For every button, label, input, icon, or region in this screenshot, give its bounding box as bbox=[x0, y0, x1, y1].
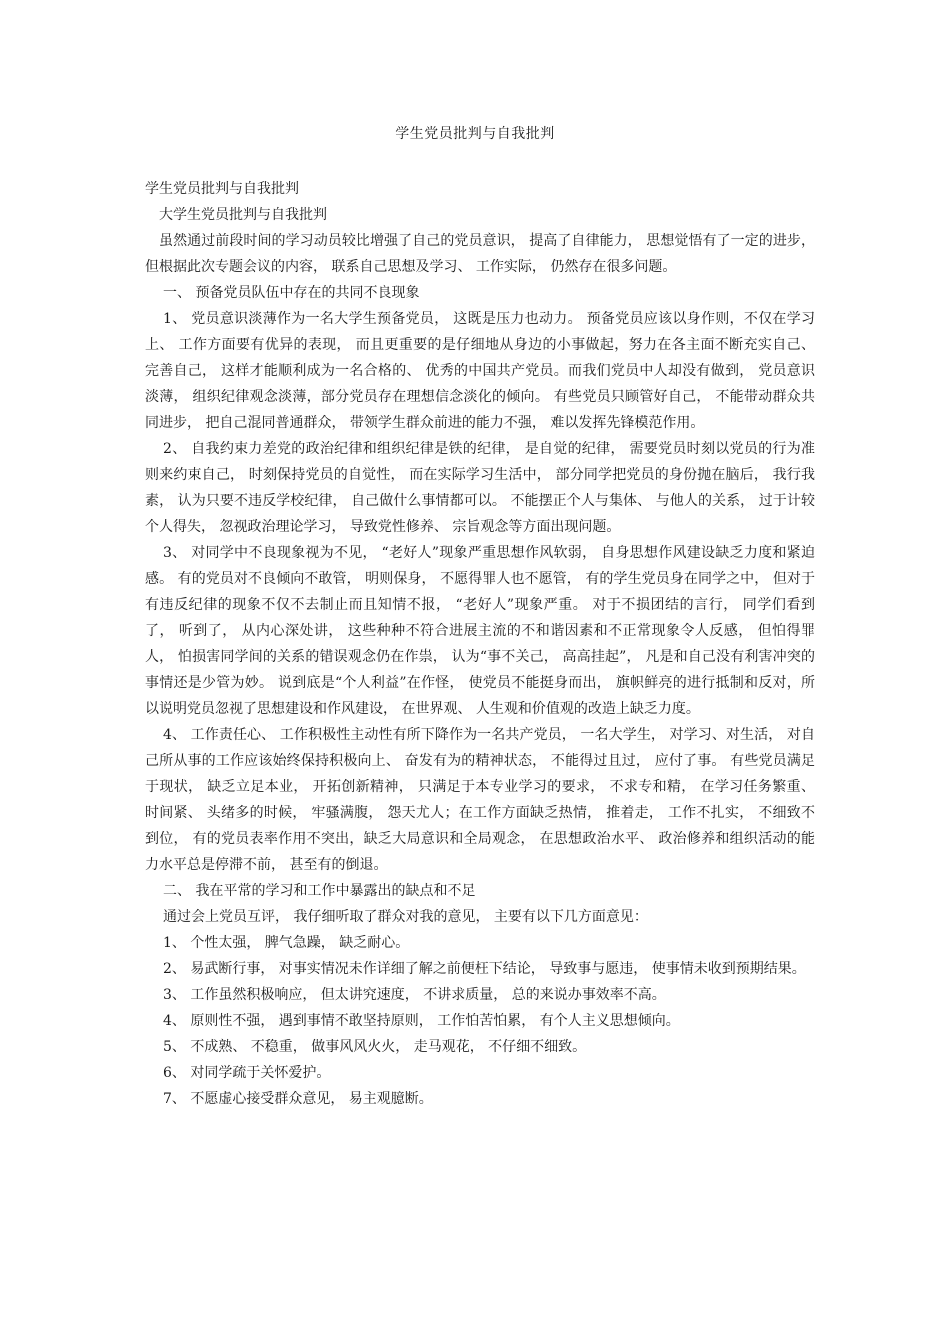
intro-paragraph: 虽然通过前段时间的学习动员较比增强了自己的党员意识， 提高了自律能力， 思想觉悟有了一定的进步， 但根据此次专题会议的内容， 联系自己思想及学习、 工作实际， 仍然存在很多问题。 bbox=[145, 233, 815, 275]
paragraph-item-1: 1、 党员意识淡薄作为一名大学生预备党员， 这既是压力也动力。 预备党员应该以身作则，不仅在学习上、 工作方面要有优异的表现， 而且更重要的是仔细地从身边的小事做起，努力在各主面不断充实自己、 完善自己， 这样才能顺利成为一名合格的、 优秀的中国共产党员。而我们党员中人却没有做到， 党员意识淡薄， 组织纪律观念淡薄，部分党员存在理想信念淡化的倾向。 有些党员只顾管好自己， 不能带动群众共同进步， 把自己混同普通群众， 带领学生群众前进的能力不强， 难以发挥先锋模范作用。 bbox=[145, 311, 815, 431]
feedback-item-1: 1、 个性太强， 脾气急躁， 缺乏耐心。 bbox=[163, 935, 410, 951]
feedback-intro: 通过会上党员互评， 我仔细听取了群众对我的意见， 主要有以下几方面意见： bbox=[163, 909, 648, 925]
paragraph-item-2: 2、 自我约束力差党的政治纪律和组织纪律是铁的纪律， 是自觉的纪律， 需要党员时刻以党员的行为准则来约束自己， 时刻保持党员的自觉性， 而在实际学习生活中， 部分同学把党员的身份抛在脑后， 我行我素， 认为只要不违反学校纪律， 自己做什么事情都可以。 不能摆正个人与集体、 与他人的关系， 过于计较个人得失， 忽视政治理论学习， 导致党性修养、 宗旨观念等方面出现问题。 bbox=[145, 441, 815, 535]
section-two-heading: 二、 我在平常的学习和工作中暴露出的缺点和不足 bbox=[163, 883, 476, 899]
document-body bbox=[145, 176, 815, 1112]
section-heading: 学生党员批判与自我批判 bbox=[145, 181, 299, 197]
document-title: 学生党员批判与自我批判 bbox=[395, 126, 555, 142]
section-one-heading: 一、 预备党员队伍中存在的共同不良现象 bbox=[163, 285, 420, 301]
feedback-item-5: 5、 不成熟、 不稳重， 做事风风火火， 走马观花， 不仔细不细致。 bbox=[163, 1039, 587, 1055]
feedback-item-7: 7、 不愿虚心接受群众意见， 易主观臆断。 bbox=[163, 1091, 433, 1107]
feedback-item-2: 2、 易武断行事， 对事实情况未作详细了解之前便枉下结论， 导致事与愿违， 使事情未收到预期结果。 bbox=[163, 961, 806, 977]
paragraph-item-4: 4、 工作责任心、 工作积极性主动性有所下降作为一名共产党员， 一名大学生， 对学习、对生活， 对自己所从事的工作应该始终保持积极向上、 奋发有为的精神状态， 不能得过且过， 应付了事。 有些党员满足于现状， 缺乏立足本业， 开拓创新精神， 只满足于本专业学习的要求， 不求专和精， 在学习任务繁重、 时间紧、 头绪多的时候， 牢骚满腹， 怨天尤人；在工作方面缺乏热情， 推着走， 工作不扎实， 不细致不到位， 有的党员表率作用不突出，缺乏大局意识和全局观念， 在思想政治水平、 政治修养和组织活动的能力水平总是停滞不前， 甚至有的倒退。 bbox=[145, 727, 815, 873]
paragraph-item-3: 3、 对同学中不良现象视为不见， “老好人”现象严重思想作风软弱， 自身思想作风建设缺乏力度和紧迫感。 有的党员对不良倾向不敢管， 明则保身， 不愿得罪人也不愿管， 有的学生党员身在同学之中， 但对于有违反纪律的现象不仅不去制止而且知情不报， “老好人”现象严重。 对于不损团结的言行， 同学们看到了， 听到了， 从内心深处讲， 这些种种不符合进展主流的不和谐因素和不正常现象令人反感， 但怕得罪人， 怕损害同学间的关系的错误观念仍在作祟， 认为“事不关己， 高高挂起”， 凡是和自己没有利害冲突的事情还是少管为妙。 说到底是“个人利益”在作怪， 使党员不能挺身而出， 旗帜鲜亮的进行抵制和反对，所以说明党员忽视了思想建设和作风建设， 在世界观、 人生观和价值观的改造上缺乏力度。 bbox=[145, 545, 815, 717]
feedback-item-3: 3、 工作虽然积极响应， 但太讲究速度， 不讲求质量， 总的来说办事效率不高。 bbox=[163, 987, 666, 1003]
feedback-item-4: 4、 原则性不强， 遇到事情不敢坚持原则， 工作怕苦怕累， 有个人主义思想倾向。 bbox=[163, 1013, 680, 1029]
subtitle: 大学生党员批判与自我批判 bbox=[159, 207, 327, 223]
feedback-item-6: 6、 对同学疏于关怀爱护。 bbox=[163, 1065, 331, 1081]
